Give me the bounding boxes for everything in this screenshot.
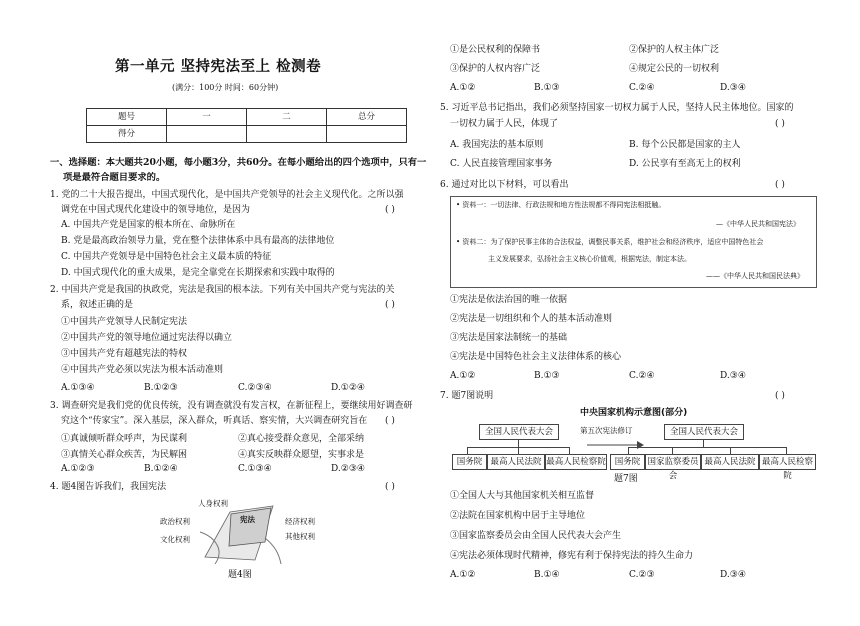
score-cell: 得分 — [87, 126, 167, 143]
q3-option-d: D.②③④ — [331, 464, 365, 474]
q6-item-3: ③宪法是国家法制统一的基础 — [450, 333, 568, 343]
connector-line — [703, 439, 704, 447]
arrow-icon — [585, 440, 645, 450]
q4-item-2: ②保护的人权主体广泛 — [629, 45, 720, 55]
q7-stem: 7. 题7图说明 — [440, 391, 494, 401]
q3-item-4: ④真实反映群众愿望，实事求是 — [238, 450, 365, 460]
node-supreme-procuratorate: 最高人民检察院 — [759, 454, 816, 470]
q6-item-4: ④宪法是中国特色社会主义法律体系的核心 — [450, 352, 622, 362]
q2-item-2: ②中国共产党的领导地位通过宪法得以确立 — [61, 333, 233, 343]
answer-paren: ( ) — [385, 416, 395, 426]
label-political-rights: 政治权利 — [160, 517, 190, 526]
q7-option-b: B.①④ — [534, 570, 560, 580]
q6-option-d: D.③④ — [720, 371, 746, 381]
q7-item-1: ①全国人大与其他国家机关相互监督 — [450, 491, 595, 501]
answer-paren: ( ) — [775, 180, 785, 190]
material-2-source: ——《中华人民共和国民法典》 — [706, 272, 804, 280]
q2-option-d: D.①②④ — [331, 383, 365, 393]
label-economic-rights: 经济权利 — [285, 517, 315, 526]
q6-option-b: B.①③ — [534, 371, 560, 381]
node-state-council: 国务院 — [452, 454, 487, 470]
connector-line — [518, 439, 519, 447]
answer-paren: ( ) — [775, 391, 785, 401]
q2-stem-cont: 系，叙述正确的是 — [61, 300, 134, 310]
q6-item-2: ②宪法是一切组织和个人的基本活动准则 — [450, 314, 613, 324]
score-cell — [167, 126, 247, 143]
q4-item-1: ①是公民权利的保障书 — [450, 45, 541, 55]
label-personal-rights: 人身权利 — [198, 499, 228, 508]
q2-item-4: ④中国共产党必须以宪法为根本活动准则 — [61, 365, 224, 375]
figure-caption: 题4图 — [228, 570, 252, 580]
connector-line — [672, 447, 673, 454]
q5-option-d: D. 公民享有至高无上的权利 — [629, 159, 741, 169]
q2-option-c: C.②③④ — [238, 383, 272, 393]
q6-option-c: C.②④ — [629, 371, 655, 381]
q6-stem: 6. 通过对比以下材料，可以看出 — [440, 180, 569, 190]
connector-line — [518, 447, 519, 454]
score-cell: 题号 — [87, 109, 167, 126]
section-heading-cont: 项是最符合题目要求的。 — [63, 172, 166, 183]
connector-line — [569, 447, 570, 454]
score-table-row — [87, 126, 407, 143]
q2-option-a: A.①③④ — [61, 383, 95, 393]
diagram-title: 中央国家机构示意图(部分) — [580, 408, 688, 418]
material-2-cont: 主义发展要求，弘扬社会主义核心价值观，根据宪法，制定本法。 — [488, 255, 691, 263]
q4-option-d: D.③④ — [720, 83, 746, 93]
exam-subtitle: (满分：100分 时间：60分钟) — [172, 83, 279, 92]
q3-stem: 3. 调查研究是我们党的优良传统，没有调查就没有发言权，在新征程上，要继续用好调查研 — [50, 401, 413, 411]
q1-option-c: C. 中国共产党领导是中国特色社会主义最本质的特征 — [61, 252, 272, 262]
q4-stem: 4. 题4图告诉我们，我国宪法 — [50, 482, 167, 492]
q4-item-3: ③保护的人权内容广泛 — [450, 64, 541, 74]
npc-node-right: 全国人民代表大会 — [664, 424, 744, 440]
answer-paren: ( ) — [775, 119, 785, 129]
node-supreme-court: 最高人民法院 — [701, 454, 759, 470]
q1-stem-cont: 调党在中国式现代化建设中的领导地位，是因为 — [61, 205, 251, 215]
answer-paren: ( ) — [385, 205, 395, 215]
q7-option-a: A.①② — [450, 570, 476, 580]
q2-item-1: ①中国共产党领导人民制定宪法 — [61, 317, 188, 327]
q6-item-1: ①宪法是依法治国的唯一依据 — [450, 295, 568, 305]
connector-line — [730, 447, 731, 454]
connector-line — [467, 447, 468, 454]
q3-item-2: ②真心接受群众意见，全部采纳 — [238, 434, 365, 444]
npc-node-left: 全国人民代表大会 — [479, 424, 559, 440]
q3-option-a: A.①②③ — [61, 464, 95, 474]
q4-option-b: B.①③ — [534, 83, 560, 93]
q5-stem: 5. 习近平总书记指出，我们必须坚持国家一切权力属于人民，坚持人民主体地位。国家的 — [440, 103, 794, 113]
score-cell — [247, 126, 327, 143]
q5-option-b: B. 每个公民都是国家的主人 — [629, 140, 741, 150]
material-2: • 资料二：为了保护民事主体的合法权益，调整民事关系，维护社会和经济秩序，适应中国特色社会 — [456, 238, 764, 246]
node-supreme-procuratorate: 最高人民检察院 — [545, 454, 607, 470]
connector-line — [628, 447, 629, 454]
q5-stem-cont: 一切权力属于人民，体现了 — [450, 119, 559, 129]
book-label: 宪法 — [240, 515, 255, 524]
q3-item-3: ③真情关心群众疾苦，为民解困 — [61, 450, 188, 460]
node-state-council: 国务院 — [610, 454, 645, 470]
q3-stem-cont: 究这个“传家宝”。深入基层，深入群众，听真话、察实情，大兴调查研究旨在 — [61, 416, 368, 426]
q4-option-c: C.②④ — [629, 83, 655, 93]
q1-option-b: B. 党是最高政治领导力量，党在整个法律体系中具有最高的法律地位 — [61, 236, 335, 246]
score-table — [86, 108, 407, 143]
label-other-rights: 其他权利 — [285, 532, 315, 541]
section-heading: 一、选择题：本大题共20小题，每小题3分，共60分。在每小题给出的四个选项中，只有一 — [50, 157, 427, 168]
material-1-source: —《中华人民共和国宪法》 — [716, 220, 800, 228]
score-table-row — [87, 109, 407, 126]
connector-line — [786, 447, 787, 454]
score-cell: 二 — [247, 109, 327, 126]
q7-item-3: ③国家监察委员会由全国人民代表大会产生 — [450, 531, 622, 541]
q2-option-b: B.①②③ — [144, 383, 178, 393]
q7-option-d: D.③④ — [720, 570, 746, 580]
q1-option-d: D. 中国式现代化的重大成果，是完全靠党在长期探索和实践中取得的 — [61, 268, 335, 278]
q7-item-4: ④宪法必须体现时代精神，修宪有利于保持宪法的持久生命力 — [450, 551, 694, 561]
q5-option-a: A. 我国宪法的基本原则 — [450, 140, 544, 150]
q2-item-3: ③中国共产党有超越宪法的特权 — [61, 349, 188, 359]
amendment-label: 第五次宪法修订 — [580, 426, 633, 435]
q7-option-c: C.②③ — [629, 570, 655, 580]
material-1: • 资料一：一切法律、行政法规和地方性法规都不得同宪法相抵触。 — [456, 201, 666, 209]
q3-item-1: ①真诚倾听群众呼声，为民谋利 — [61, 434, 188, 444]
score-cell: 总分 — [327, 109, 407, 126]
connector-line — [628, 447, 786, 448]
score-cell: 一 — [167, 109, 247, 126]
q4-option-a: A.①② — [450, 83, 476, 93]
figure-caption: 题7图 — [614, 474, 638, 484]
page-title: 第一单元 坚持宪法至上 检测卷 — [115, 59, 322, 75]
q1-stem: 1. 党的二十大报告提出，中国式现代化，是中国共产党领导的社会主义现代化。之所以强 — [50, 190, 404, 200]
score-cell — [327, 126, 407, 143]
q3-option-b: B.①②④ — [144, 464, 178, 474]
q5-option-c: C. 人民直接管理国家事务 — [450, 159, 553, 169]
answer-paren: ( ) — [385, 300, 395, 310]
q3-option-c: C.①③④ — [238, 464, 272, 474]
q7-item-2: ②法院在国家机构中居于主导地位 — [450, 511, 586, 521]
q4-item-4: ④规定公民的一切权利 — [629, 64, 720, 74]
node-supervisory-commission: 国家监察委员会 — [645, 454, 701, 470]
answer-paren: ( ) — [385, 482, 395, 492]
q6-option-a: A.①② — [450, 371, 476, 381]
label-cultural-rights: 文化权利 — [160, 535, 190, 544]
q2-stem: 2. 中国共产党是我国的执政党，宪法是我国的根本法。下列有关中国共产党与宪法的关 — [50, 285, 395, 295]
constitution-illustration — [195, 502, 285, 567]
node-supreme-court: 最高人民法院 — [487, 454, 545, 470]
q1-option-a: A. 中国共产党是国家的根本所在、命脉所在 — [61, 220, 236, 230]
